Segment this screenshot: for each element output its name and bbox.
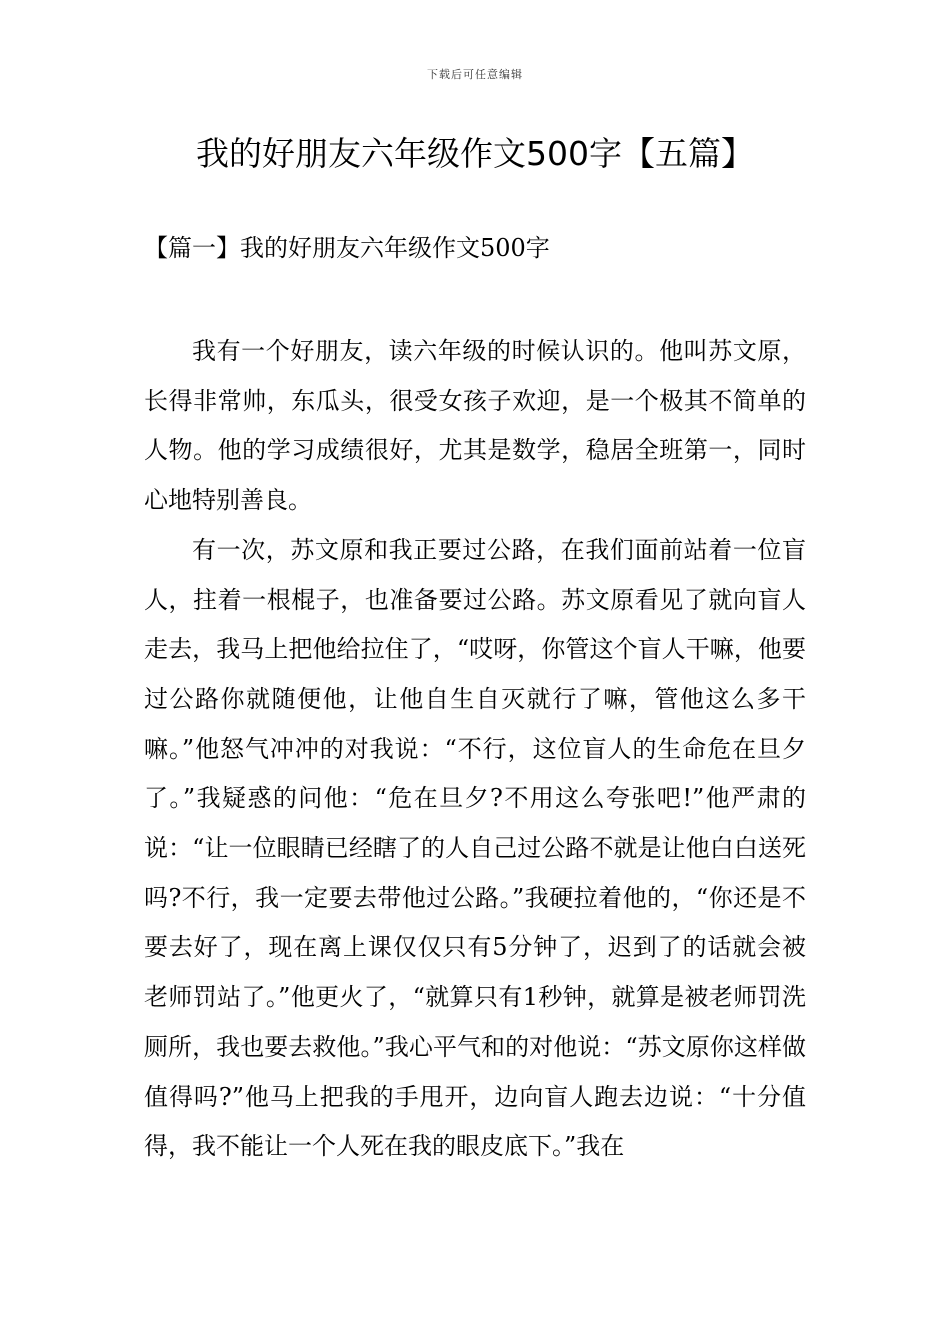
section-heading: 【篇一】我的好朋友六年级作文500字	[144, 234, 550, 262]
document-body	[144, 327, 806, 1172]
paragraph: 我有一个好朋友，读六年级的时候认识的。他叫苏文原，长得非常帅，东瓜头，很受女孩子欢迎，是一个极其不简单的人物。他的学习成绩很好，尤其是数学，稳居全班第一，同时心地特别善良。	[144, 337, 806, 515]
paragraph: 有一次，苏文原和我正要过公路，在我们面前站着一位盲人，拄着一根棍子，也准备要过公路。苏文原看见了就向盲人走去，我马上把他给拉住了，“哎呀，你管这个盲人干嘛，他要过公路你就随便他，让他自生自灭就行了嘛，管他这么多干嘛。”他怒气冲冲的对我说：“不行，这位盲人的生命危在旦夕了。”我疑惑的问他：“危在旦夕?不用这么夸张吧!”他严肃的说：“让一位眼睛已经瞎了的人自己过公路不就是让他白白送死吗?不行，我一定要去带他过公路。”我硬拉着他的，“你还是不要去好了，现在离上课仅仅只有5分钟了，迟到了的话就会被老师罚站了。”他更火了，“就算只有1秒钟，就算是被老师罚洗厕所，我也要去救他。”我心平气和的对他说：“苏文原你这样做值得吗?”他马上把我的手甩开，边向盲人跑去边说：“十分值得，我不能让一个人死在我的眼皮底下。”我在	[144, 535, 806, 1161]
document-title: 我的好朋友六年级作文500字【五篇】	[196, 134, 754, 173]
header-note: 下载后可任意编辑	[427, 68, 523, 81]
